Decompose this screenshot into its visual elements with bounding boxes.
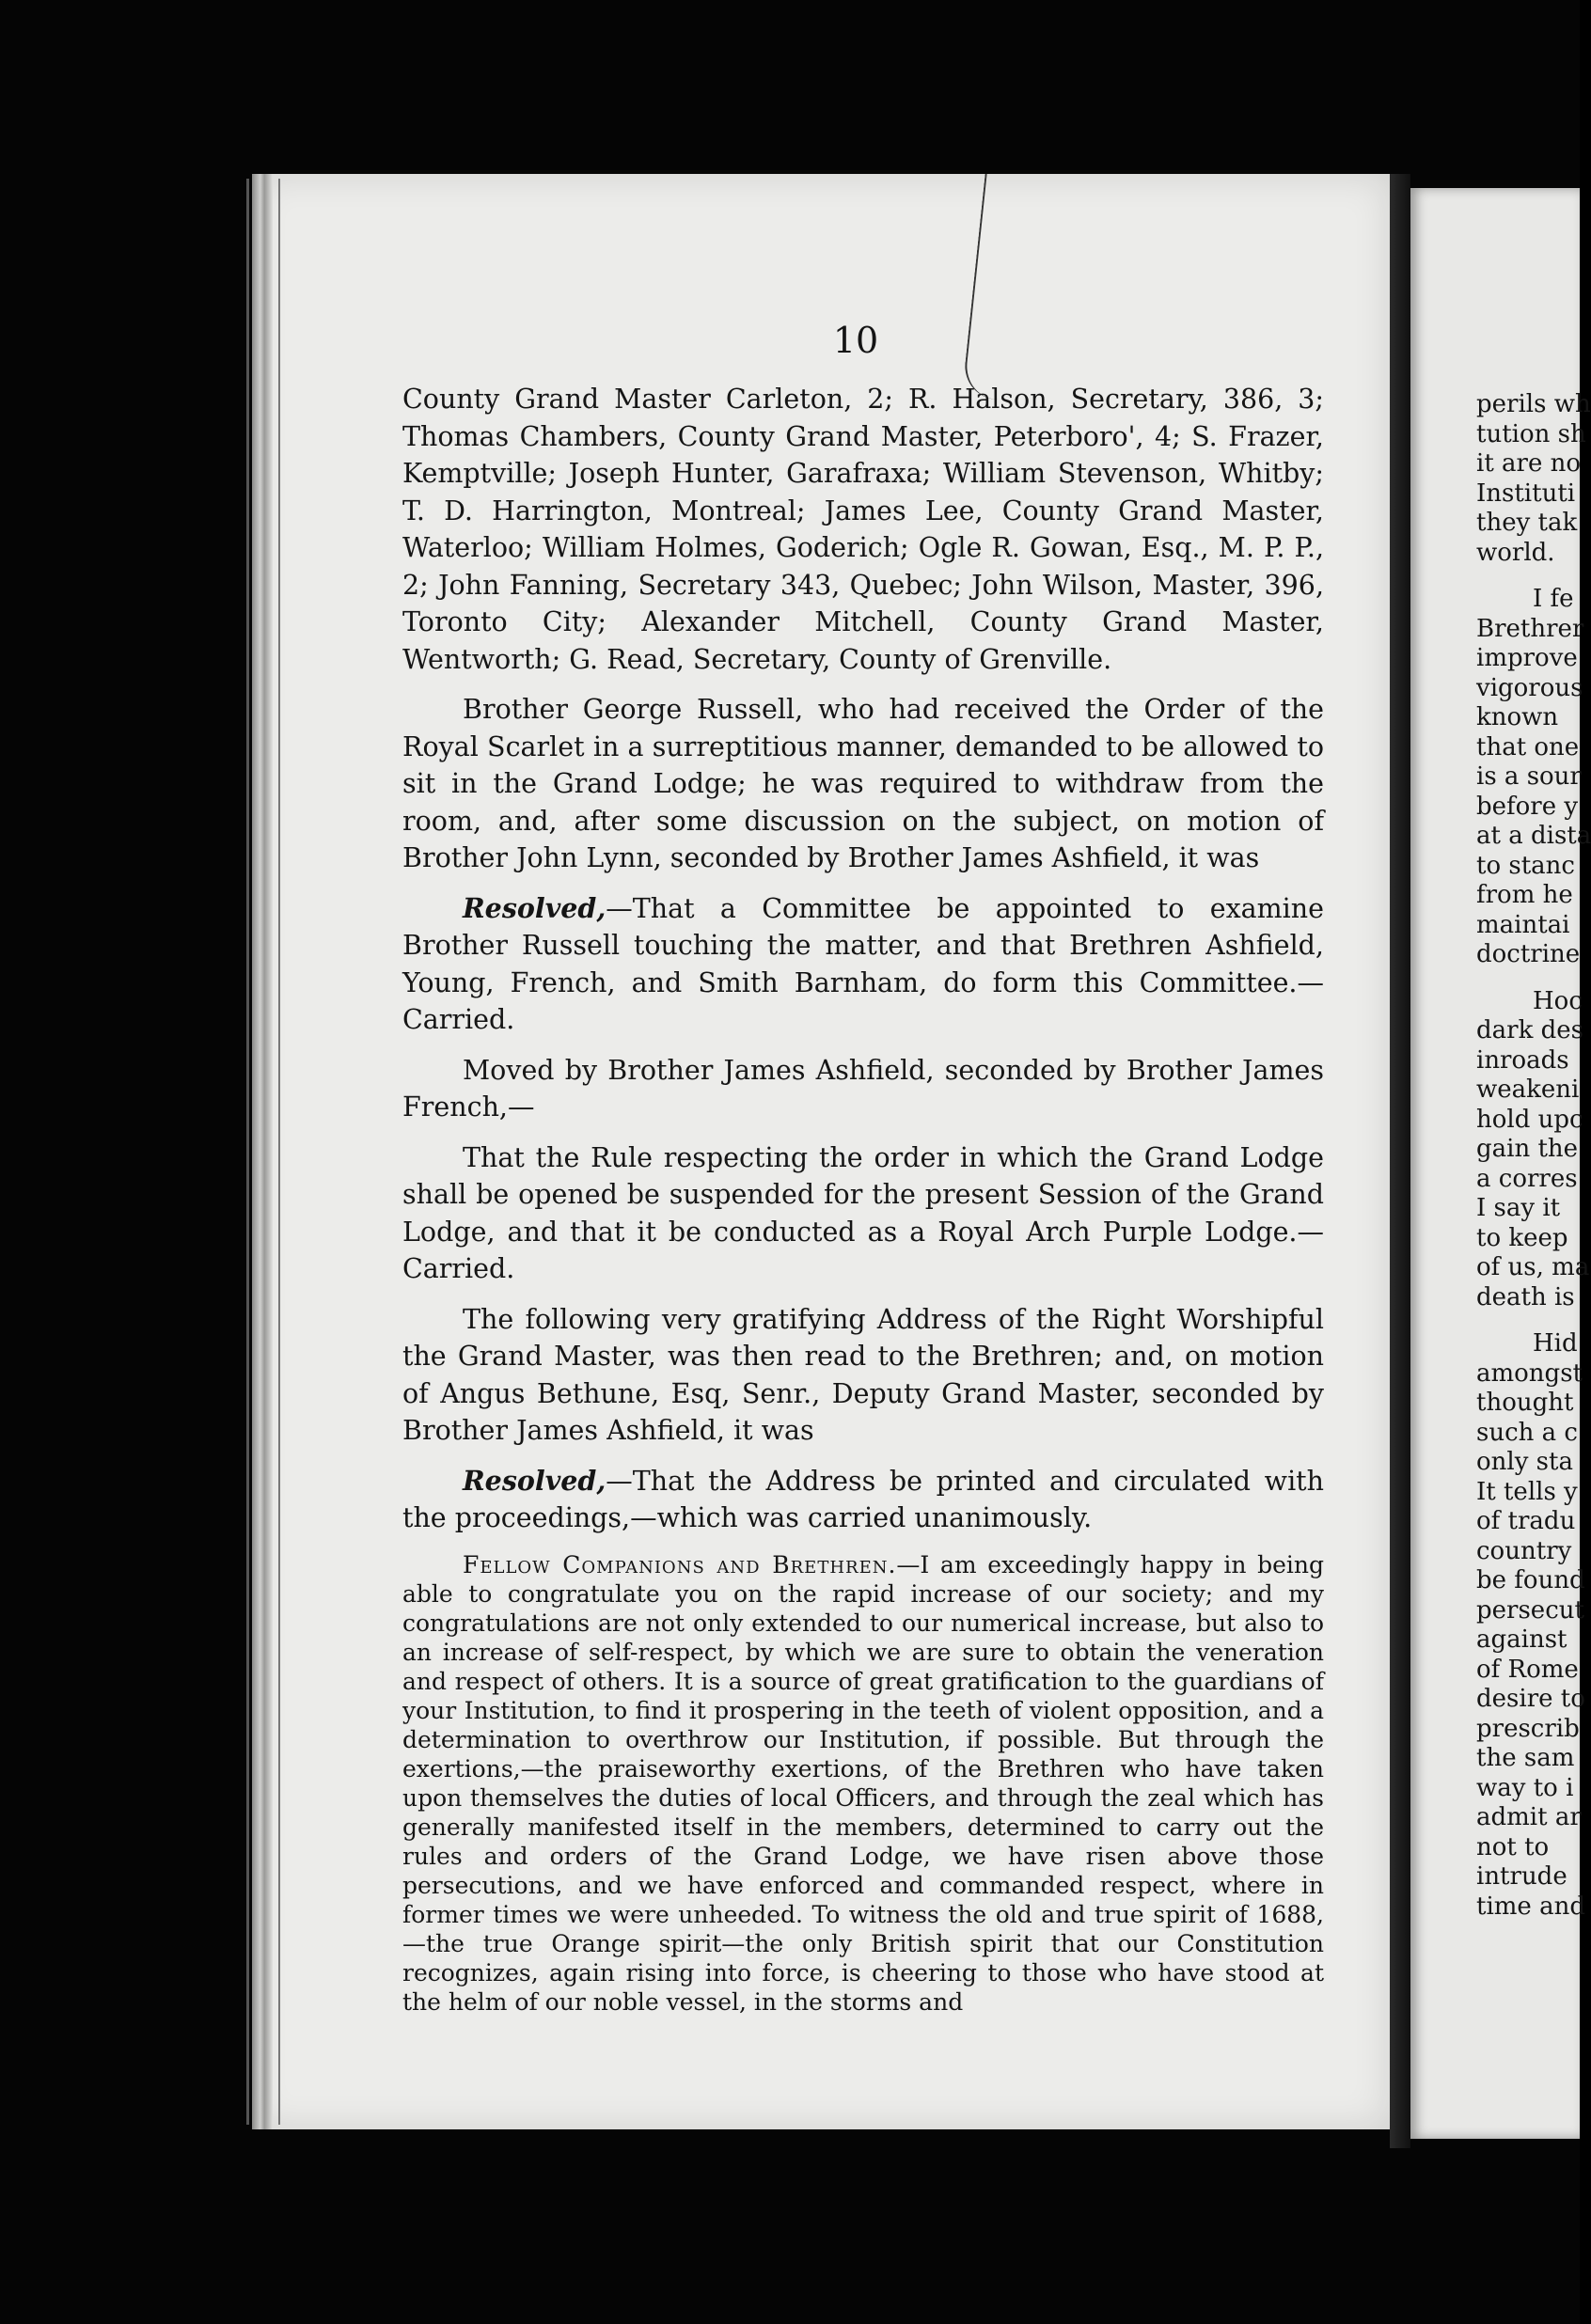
facing-page-line: death is bbox=[1476, 1282, 1575, 1311]
facing-page-paragraph-gap bbox=[1476, 970, 1580, 987]
facing-page-line: country bbox=[1476, 1536, 1572, 1565]
facing-page-line: at a dista bbox=[1476, 822, 1591, 850]
address-salutation: Fellow Companions and Brethren. bbox=[463, 1550, 897, 1578]
facing-page-line: thought bbox=[1476, 1389, 1574, 1417]
facing-page-line: inroads bbox=[1476, 1045, 1569, 1075]
facing-page-line: such a c bbox=[1476, 1418, 1578, 1447]
facing-page-line: dark des bbox=[1476, 1016, 1583, 1044]
facing-page-line: before y bbox=[1476, 792, 1579, 821]
resolved-label: Resolved, bbox=[463, 1464, 606, 1497]
facing-page-line: doctrine bbox=[1476, 940, 1581, 968]
facing-page-paragraph-gap bbox=[1476, 568, 1580, 585]
facing-page-line: prescrib bbox=[1476, 1714, 1580, 1743]
facing-page-line: a corres bbox=[1476, 1164, 1578, 1193]
facing-page-line: I say it bbox=[1476, 1194, 1561, 1222]
facing-page-line: Hid bbox=[1533, 1329, 1578, 1358]
facing-page-line: amongst bbox=[1476, 1358, 1583, 1388]
facing-page-paragraph-gap bbox=[1476, 1312, 1580, 1329]
facing-page-line: only sta bbox=[1476, 1448, 1573, 1476]
facing-page-line: I fe bbox=[1533, 585, 1574, 613]
facing-page-line: of tradu bbox=[1476, 1507, 1576, 1535]
facing-page-line: Instituti bbox=[1476, 479, 1576, 508]
facing-page-line: time and bbox=[1476, 1892, 1585, 1921]
facing-page-line: admit ar bbox=[1476, 1803, 1582, 1831]
paragraph-moved: Moved by Brother James Ashfield, seconded by Brother James French,— bbox=[402, 1054, 1324, 1123]
spine-inner-line bbox=[278, 179, 280, 2125]
page-gutter bbox=[1390, 174, 1410, 2148]
facing-page-line: maintai bbox=[1476, 910, 1570, 939]
facing-page-line: that one bbox=[1476, 732, 1580, 762]
facing-page-line: tution sh bbox=[1476, 419, 1586, 448]
paragraph-address bbox=[402, 1550, 1324, 2017]
resolved-text: —That the Address be printed and circulated with the proceedings,—which was carried unanimously. bbox=[402, 1465, 1324, 1533]
facing-page-line: is a sour bbox=[1476, 762, 1582, 791]
facing-page-line: against bbox=[1476, 1625, 1567, 1654]
facing-page-line: intrude bbox=[1476, 1862, 1567, 1891]
facing-page-line: not to bbox=[1476, 1832, 1550, 1861]
spine-edge-line bbox=[246, 179, 249, 2125]
facing-page-line: perils wh bbox=[1476, 390, 1591, 418]
facing-page-line: vigorous bbox=[1476, 673, 1583, 702]
facing-page-line: persecut bbox=[1476, 1595, 1584, 1625]
facing-page-line: from he bbox=[1476, 881, 1573, 909]
facing-page-line: Hoc bbox=[1533, 986, 1583, 1015]
paragraph-resolved-address bbox=[402, 1463, 1324, 1537]
facing-page-line: It tells y bbox=[1476, 1477, 1578, 1506]
resolved-text: —That a Committee be appointed to examine Brother Russell touching the matter, and that Brethren Ashfield, Young, French, and Smith Barnham, do form this Committee.—Carried. bbox=[402, 892, 1324, 1035]
book-spine bbox=[252, 174, 273, 2129]
address-text: —I am exceedingly happy in being able to congratulate you on the rapid increase of our society; and my congratulations are not only extended to our numerical increase, but also to an increase of self-respect, by which we are sure to obtain the veneration and respect of others. It is a source of great gratification to the guardians of your Institution, to find it prospering in the teeth of violent opposition, and a determination to overthrow our Institution, if possible. But through the exertions,—the praiseworthy exertions, of the Brethren who have taken upon themselves the duties of local Officers, and through the zeal which has generally manifested itself in the members, determined to carry out the rules and orders of the Grand Lodge, we have risen above those persecutions, and we have enforced and commanded respect, where in former times we were unheeded. To witness the old and true spirit of 1688,—the true Orange spirit—the only British spirit that our Constitution recognizes, again rising into force, is cheering to those who have stood at the helm of our noble vessel, in the storms and bbox=[402, 1550, 1324, 2016]
facing-page-line: it are no bbox=[1476, 449, 1582, 478]
paragraph-address-intro: The following very gratifying Address of the Right Worshipful the Grand Master, was then read to the Brethren; and, on motion of Angus Bethune, Esq, Senr., Deputy Grand Master, seconded by Brother James Ashfield, it was bbox=[402, 1303, 1324, 1446]
facing-page-line: known bbox=[1476, 703, 1559, 731]
paragraph-rule: That the Rule respecting the order in which the Grand Lodge shall be opened be suspended for the present Session of the Grand Lodge, and that it be conducted as a Royal Arch Purple Lodge.—Carried. bbox=[402, 1141, 1324, 1284]
facing-page-line: Brethrer bbox=[1476, 614, 1584, 643]
facing-page-line: they tak bbox=[1476, 509, 1578, 537]
facing-page-line: of us, ma bbox=[1476, 1253, 1590, 1281]
facing-page-text bbox=[1476, 390, 1591, 1922]
page-body bbox=[402, 381, 1324, 2030]
facing-page-line: to stanc bbox=[1476, 851, 1575, 880]
facing-page-line: desire to bbox=[1476, 1685, 1585, 1713]
paragraph-russell: Brother George Russell, who had received the Order of the Royal Scarlet in a surreptitious manner, demanded to be allowed to sit in the Grand Lodge; he was required to withdraw from the room, and, after some discussion on the subject, on motion of Brother John Lynn, seconded by Brother James Ashfield, it was bbox=[402, 694, 1324, 873]
resolved-label: Resolved, bbox=[463, 891, 606, 924]
facing-page-line: the sam bbox=[1476, 1744, 1575, 1772]
facing-page-line: world. bbox=[1476, 538, 1555, 567]
facing-page-line: weakeni bbox=[1476, 1076, 1580, 1104]
facing-page-line: improve bbox=[1476, 644, 1578, 672]
facing-page-line: be found bbox=[1476, 1566, 1585, 1594]
page-number: 10 bbox=[832, 320, 879, 361]
paragraph-attendees: County Grand Master Carleton, 2; R. Halson, Secretary, 386, 3; Thomas Chambers, County Grand Master, Peterboro', 4; S. Frazer, Kemptville; Joseph Hunter, Garafraxa; William Stevenson, Whitby; T. D. Harrington, Montreal; James Lee, County Grand Master, Waterloo; William Holmes, Goderich; Ogle R. Gowan, Esq., M. P. P., 2; John Fanning, Secretary 343, Quebec; John Wilson, Master, 396, Toronto City; Alexander Mitchell, County Grand Master, Wentworth; G. Read, Secretary, County of Grenville. bbox=[402, 384, 1324, 675]
paragraph-resolved-committee bbox=[402, 890, 1324, 1039]
facing-page-line: way to i bbox=[1476, 1773, 1574, 1802]
facing-page-line: of Rome bbox=[1476, 1655, 1579, 1684]
facing-page-line: to keep bbox=[1476, 1223, 1568, 1252]
facing-page-line: hold upc bbox=[1476, 1105, 1583, 1134]
facing-page-line: gain the bbox=[1476, 1135, 1579, 1163]
